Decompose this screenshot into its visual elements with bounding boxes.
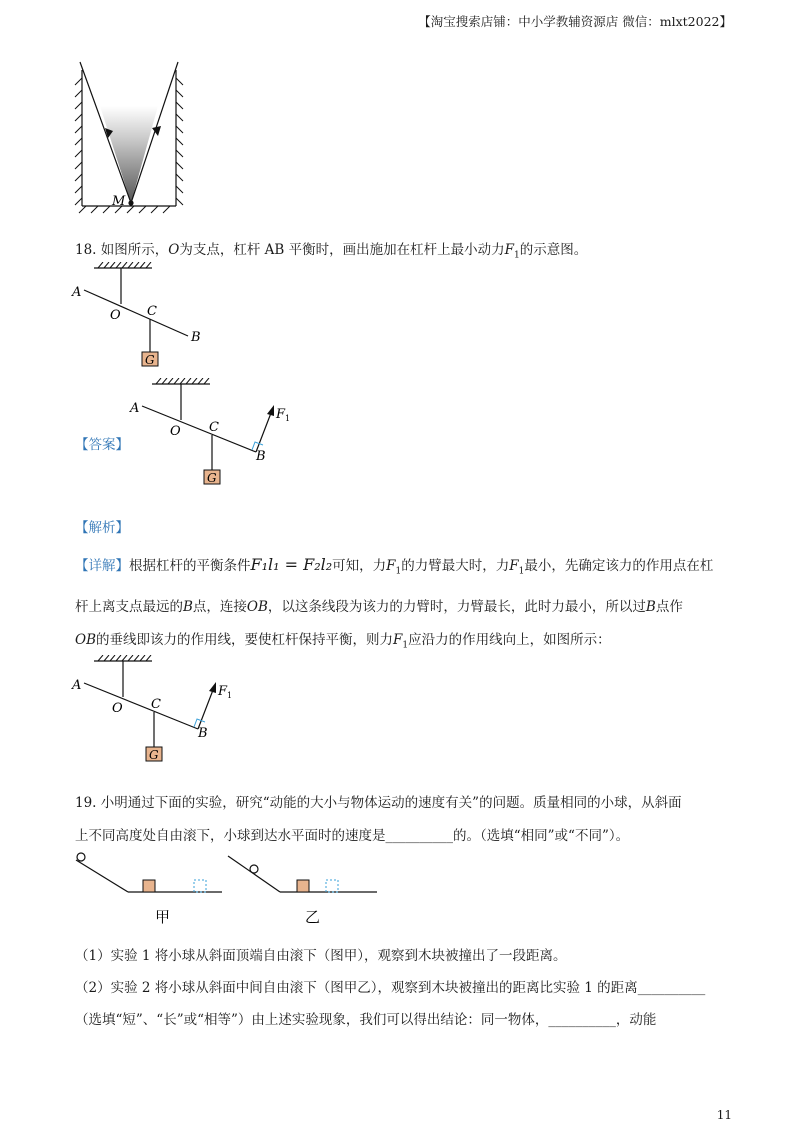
svg-text:C: C: [147, 304, 157, 319]
svg-text:G: G: [145, 353, 155, 367]
svg-text:B: B: [256, 449, 266, 464]
svg-text:C: C: [151, 697, 161, 712]
svg-text:O: O: [112, 701, 123, 716]
svg-text:A: A: [72, 678, 82, 693]
q19-sub-3: （选填“短”、“长”或“相等”）由上述实验现象，我们可以得出结论：同一物体，__________，动能: [75, 1012, 657, 1028]
svg-text:G: G: [149, 748, 159, 762]
q19-line-2: 上不同高度处自由滚下，小球到达水平面时的速度是__________的。（选填“相同”或“不同”）。: [75, 828, 630, 844]
balance-formula: F₁l₁ = F₂l₂: [250, 555, 333, 574]
q19-blank-2[interactable]: __________: [637, 980, 706, 996]
label-yi: 乙: [305, 908, 321, 926]
lever-figure-question: [70, 262, 220, 372]
point-m-label: M: [112, 194, 126, 209]
detail-line-1: 【详解】根据杠杆的平衡条件F₁l₁ = F₂l₂可知，力$F_1$的力臂最大时，力$F_1$最小，先确定该力的作用点在杠: [75, 555, 714, 577]
detail-line-3: OB的垂线即该力的作用线，要使杠杆保持平衡，则力$F_1$应沿力的作用线向上，如图所示：: [75, 632, 611, 651]
svg-text:F: F: [276, 407, 286, 422]
page-header: 【淘宝搜索店铺：中小学教辅资源店 微信：mlxt2022】: [418, 14, 732, 29]
svg-text:1: 1: [227, 691, 233, 700]
q19-blank-3[interactable]: __________: [548, 1012, 616, 1028]
svg-text:1: 1: [285, 414, 291, 423]
svg-text:A: A: [72, 285, 82, 300]
q19-blank-1[interactable]: __________: [385, 828, 453, 844]
q19-sub-1: （1）实验 1 将小球从斜面顶端自由滚下（图甲），观察到木块被撞出了一段距离。: [75, 948, 567, 964]
svg-text:B: B: [191, 330, 201, 345]
svg-text:G: G: [207, 471, 217, 485]
page-number: 11: [716, 1108, 732, 1122]
q18-question: 18. 如图所示，O为支点，杠杆 AB 平衡时，画出施加在杠杆上最小动力$F_1$的示意图。: [75, 242, 588, 261]
svg-text:O: O: [110, 308, 121, 323]
reflection-figure: [70, 60, 190, 220]
svg-text:C: C: [209, 420, 219, 435]
lever-figure-answer: [128, 378, 298, 490]
detail-line-2: 杆上离支点最远的B点，连接OB，以这条线段为该力的力臂时，力臂最长，此时力最小，所以过B点作: [75, 599, 683, 615]
lever-figure-detail: [70, 655, 240, 767]
answer-label: 【答案】: [75, 437, 129, 453]
svg-text:A: A: [130, 401, 140, 416]
q19-sub-2: （2）实验 2 将小球从斜面中间自由滚下（图甲乙），观察到木块被撞出的距离比实验 1 的距离__________: [75, 980, 706, 996]
svg-text:B: B: [198, 726, 208, 741]
experiment-figures: [72, 848, 392, 928]
svg-text:F: F: [218, 684, 228, 699]
analysis-label: 【解析】: [75, 520, 129, 536]
svg-text:O: O: [170, 424, 181, 439]
label-jia: 甲: [155, 908, 171, 926]
q19-line-1: 19. 小明通过下面的实验，研究“动能的大小与物体运动的速度有关”的问题。质量相同的小球，从斜面: [75, 795, 682, 811]
